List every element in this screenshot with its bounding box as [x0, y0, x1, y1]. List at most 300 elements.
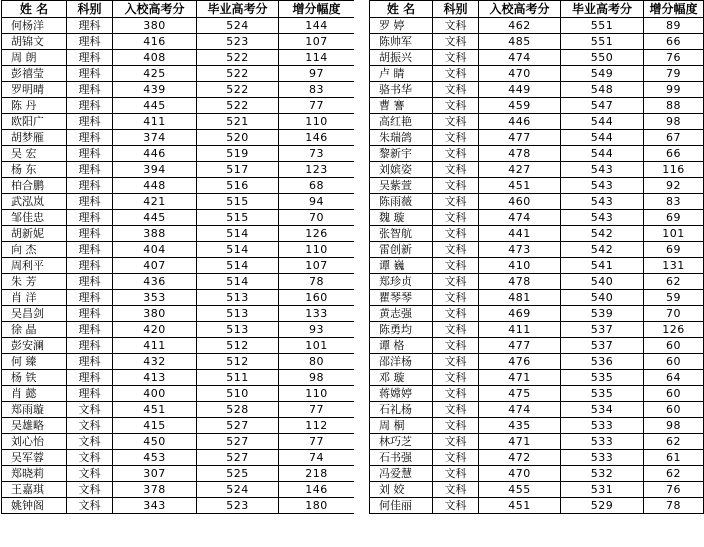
student-name-cell: 柏合鹏 [2, 178, 67, 194]
student-name-cell: 彭安澜 [2, 338, 67, 354]
student-name-cell: 谭 巍 [370, 258, 433, 274]
header-name: 姓 名 [2, 1, 67, 18]
graduation-score-cell: 514 [197, 258, 279, 274]
subject-cell: 文科 [67, 498, 113, 514]
subject-cell: 理科 [67, 306, 113, 322]
score-increase-cell: 107 [279, 258, 355, 274]
subject-cell: 理科 [67, 322, 113, 338]
score-increase-cell: 83 [279, 82, 355, 98]
graduation-score-cell: 514 [197, 274, 279, 290]
subject-cell: 理科 [67, 178, 113, 194]
score-increase-cell: 110 [279, 114, 355, 130]
subject-cell: 文科 [433, 498, 479, 514]
graduation-score-cell: 512 [197, 354, 279, 370]
score-increase-cell: 69 [644, 210, 704, 226]
graduation-score-cell: 525 [197, 466, 279, 482]
entry-score-cell: 413 [113, 370, 197, 386]
table-row [370, 66, 704, 82]
table-row [2, 162, 355, 178]
score-increase-cell: 70 [644, 306, 704, 322]
student-name-cell: 朱 芳 [2, 274, 67, 290]
table-row [370, 354, 704, 370]
subject-cell: 理科 [67, 98, 113, 114]
student-name-cell: 罗明晴 [2, 82, 67, 98]
subject-cell: 理科 [67, 386, 113, 402]
graduation-score-cell: 527 [197, 418, 279, 434]
entry-score-cell: 474 [479, 402, 561, 418]
subject-cell: 文科 [433, 306, 479, 322]
entry-score-cell: 404 [113, 242, 197, 258]
score-increase-cell: 60 [644, 354, 704, 370]
student-name-cell: 瞿琴琴 [370, 290, 433, 306]
subject-cell: 文科 [433, 178, 479, 194]
entry-score-cell: 470 [479, 466, 561, 482]
score-increase-cell: 76 [644, 50, 704, 66]
score-increase-cell: 116 [644, 162, 704, 178]
entry-score-cell: 400 [113, 386, 197, 402]
table-row [370, 146, 704, 162]
entry-score-cell: 439 [113, 82, 197, 98]
score-increase-cell: 107 [279, 34, 355, 50]
student-name-cell: 吴雄略 [2, 418, 67, 434]
table-row [2, 274, 355, 290]
student-name-cell: 胡新妮 [2, 226, 67, 242]
graduation-score-cell: 522 [197, 66, 279, 82]
entry-score-cell: 451 [479, 498, 561, 514]
student-name-cell: 徐 晶 [2, 322, 67, 338]
student-name-cell: 林巧芝 [370, 434, 433, 450]
entry-score-cell: 471 [479, 434, 561, 450]
score-increase-cell: 112 [279, 418, 355, 434]
table-row [370, 482, 704, 498]
subject-cell: 文科 [433, 466, 479, 482]
table-row [370, 370, 704, 386]
graduation-score-cell: 522 [197, 98, 279, 114]
score-increase-cell: 114 [279, 50, 355, 66]
student-name-cell: 何 臻 [2, 354, 67, 370]
student-name-cell: 卢 睛 [370, 66, 433, 82]
graduation-score-cell: 511 [197, 370, 279, 386]
table-row [370, 386, 704, 402]
graduation-score-cell: 551 [561, 18, 644, 34]
table-row [370, 258, 704, 274]
entry-score-cell: 446 [479, 114, 561, 130]
subject-cell: 理科 [67, 162, 113, 178]
student-name-cell: 吴军蓉 [2, 450, 67, 466]
student-name-cell: 肖 洋 [2, 290, 67, 306]
student-name-cell: 姚钟阁 [2, 498, 67, 514]
table-row [2, 242, 355, 258]
entry-score-cell: 478 [479, 274, 561, 290]
table-row [2, 482, 355, 498]
score-increase-cell: 73 [279, 146, 355, 162]
subject-cell: 文科 [67, 482, 113, 498]
graduation-score-cell: 528 [197, 402, 279, 418]
score-increase-cell: 69 [644, 242, 704, 258]
entry-score-cell: 436 [113, 274, 197, 290]
graduation-score-cell: 540 [561, 274, 644, 290]
score-increase-cell: 74 [279, 450, 355, 466]
graduation-score-cell: 544 [561, 146, 644, 162]
subject-cell: 理科 [67, 114, 113, 130]
entry-score-cell: 485 [479, 34, 561, 50]
graduation-score-cell: 543 [561, 178, 644, 194]
subject-cell: 文科 [433, 290, 479, 306]
score-increase-cell: 110 [279, 242, 355, 258]
subject-cell: 文科 [433, 226, 479, 242]
subject-cell: 文科 [433, 66, 479, 82]
graduation-score-cell: 527 [197, 434, 279, 450]
student-name-cell: 雷创新 [370, 242, 433, 258]
header-row [2, 1, 355, 18]
student-name-cell: 陈帅军 [370, 34, 433, 50]
table-row [2, 386, 355, 402]
table-row [2, 178, 355, 194]
subject-cell: 文科 [67, 418, 113, 434]
graduation-score-cell: 543 [561, 194, 644, 210]
student-name-cell: 曹 謇 [370, 98, 433, 114]
student-name-cell: 朱瑞鸽 [370, 130, 433, 146]
score-increase-cell: 77 [279, 98, 355, 114]
subject-cell: 理科 [67, 66, 113, 82]
graduation-score-cell: 542 [561, 226, 644, 242]
table-row [370, 434, 704, 450]
entry-score-cell: 459 [479, 98, 561, 114]
subject-cell: 文科 [433, 210, 479, 226]
header-entry-score: 入校高考分 [113, 1, 197, 18]
score-increase-cell: 133 [279, 306, 355, 322]
table-row [2, 210, 355, 226]
table-row [2, 114, 355, 130]
header-row [370, 1, 704, 18]
student-name-cell: 高红艳 [370, 114, 433, 130]
student-name-cell: 陈勇均 [370, 322, 433, 338]
graduation-score-cell: 521 [197, 114, 279, 130]
score-increase-cell: 78 [644, 498, 704, 514]
student-name-cell: 吴 宏 [2, 146, 67, 162]
student-name-cell: 吴紫萱 [370, 178, 433, 194]
subject-cell: 理科 [67, 226, 113, 242]
subject-cell: 文科 [433, 402, 479, 418]
entry-score-cell: 478 [479, 146, 561, 162]
graduation-score-cell: 548 [561, 82, 644, 98]
entry-score-cell: 460 [479, 194, 561, 210]
table-row [370, 114, 704, 130]
student-name-cell: 杨 铁 [2, 370, 67, 386]
subject-cell: 文科 [433, 354, 479, 370]
student-name-cell: 向 杰 [2, 242, 67, 258]
entry-score-cell: 411 [113, 114, 197, 130]
entry-score-cell: 394 [113, 162, 197, 178]
score-increase-cell: 66 [644, 146, 704, 162]
score-increase-cell: 101 [279, 338, 355, 354]
graduation-score-cell: 551 [561, 34, 644, 50]
score-increase-cell: 94 [279, 194, 355, 210]
student-name-cell: 肖 懿 [2, 386, 67, 402]
table-gap [354, 0, 368, 547]
score-increase-cell: 123 [279, 162, 355, 178]
subject-cell: 理科 [67, 258, 113, 274]
score-increase-cell: 144 [279, 18, 355, 34]
table-row [370, 162, 704, 178]
table-row [2, 338, 355, 354]
table-row [2, 466, 355, 482]
score-increase-cell: 98 [279, 370, 355, 386]
subject-cell: 理科 [67, 82, 113, 98]
entry-score-cell: 481 [479, 290, 561, 306]
subject-cell: 文科 [433, 386, 479, 402]
entry-score-cell: 455 [479, 482, 561, 498]
score-increase-cell: 146 [279, 130, 355, 146]
entry-score-cell: 451 [113, 402, 197, 418]
graduation-score-cell: 523 [197, 498, 279, 514]
entry-score-cell: 378 [113, 482, 197, 498]
entry-score-cell: 374 [113, 130, 197, 146]
entry-score-cell: 475 [479, 386, 561, 402]
graduation-score-cell: 549 [561, 66, 644, 82]
graduation-score-cell: 516 [197, 178, 279, 194]
table-row [2, 146, 355, 162]
student-name-cell: 刘嫔姿 [370, 162, 433, 178]
entry-score-cell: 425 [113, 66, 197, 82]
subject-cell: 理科 [67, 50, 113, 66]
table-row [370, 290, 704, 306]
table-row [370, 178, 704, 194]
student-name-cell: 刘心怡 [2, 434, 67, 450]
graduation-score-cell: 524 [197, 482, 279, 498]
graduation-score-cell: 513 [197, 322, 279, 338]
graduation-score-cell: 543 [561, 162, 644, 178]
subject-cell: 文科 [433, 370, 479, 386]
table-row [2, 322, 355, 338]
subject-cell: 文科 [67, 402, 113, 418]
score-increase-cell: 93 [279, 322, 355, 338]
score-increase-cell: 77 [279, 434, 355, 450]
score-increase-cell: 98 [644, 114, 704, 130]
subject-cell: 文科 [433, 146, 479, 162]
score-increase-cell: 98 [644, 418, 704, 434]
table-row [370, 98, 704, 114]
entry-score-cell: 411 [113, 338, 197, 354]
subject-cell: 理科 [67, 18, 113, 34]
score-increase-cell: 70 [279, 210, 355, 226]
graduation-score-cell: 544 [561, 114, 644, 130]
table-row [370, 338, 704, 354]
entry-score-cell: 445 [113, 210, 197, 226]
score-increase-cell: 66 [644, 34, 704, 50]
entry-score-cell: 453 [113, 450, 197, 466]
entry-score-cell: 445 [113, 98, 197, 114]
student-name-cell: 王嘉琪 [2, 482, 67, 498]
student-name-cell: 郑晓莉 [2, 466, 67, 482]
entry-score-cell: 415 [113, 418, 197, 434]
entry-score-cell: 388 [113, 226, 197, 242]
score-table-left [1, 0, 355, 514]
table-row [370, 226, 704, 242]
subject-cell: 文科 [433, 18, 479, 34]
score-increase-cell: 99 [644, 82, 704, 98]
graduation-score-cell: 533 [561, 450, 644, 466]
score-increase-cell: 89 [644, 18, 704, 34]
score-increase-cell: 101 [644, 226, 704, 242]
entry-score-cell: 353 [113, 290, 197, 306]
subject-cell: 文科 [67, 466, 113, 482]
entry-score-cell: 416 [113, 34, 197, 50]
score-increase-cell: 59 [644, 290, 704, 306]
table-row [370, 50, 704, 66]
subject-cell: 文科 [433, 338, 479, 354]
entry-score-cell: 474 [479, 210, 561, 226]
student-name-cell: 罗 婷 [370, 18, 433, 34]
student-name-cell: 石书强 [370, 450, 433, 466]
score-increase-cell: 64 [644, 370, 704, 386]
entry-score-cell: 474 [479, 50, 561, 66]
table-row [2, 370, 355, 386]
entry-score-cell: 435 [479, 418, 561, 434]
graduation-score-cell: 540 [561, 290, 644, 306]
subject-cell: 文科 [433, 50, 479, 66]
entry-score-cell: 427 [479, 162, 561, 178]
header-graduation-score: 毕业高考分 [561, 1, 644, 18]
entry-score-cell: 451 [479, 178, 561, 194]
student-name-cell: 邹佳忠 [2, 210, 67, 226]
graduation-score-cell: 514 [197, 242, 279, 258]
entry-score-cell: 441 [479, 226, 561, 242]
entry-score-cell: 420 [113, 322, 197, 338]
graduation-score-cell: 543 [561, 210, 644, 226]
graduation-score-cell: 523 [197, 34, 279, 50]
score-increase-cell: 146 [279, 482, 355, 498]
table-row [370, 18, 704, 34]
subject-cell: 文科 [433, 482, 479, 498]
student-name-cell: 周 朗 [2, 50, 67, 66]
header-score-increase: 增分幅度 [644, 1, 704, 18]
subject-cell: 理科 [67, 34, 113, 50]
graduation-score-cell: 539 [561, 306, 644, 322]
student-name-cell: 邵洋杨 [370, 354, 433, 370]
table-row [370, 402, 704, 418]
table-row [370, 466, 704, 482]
entry-score-cell: 472 [479, 450, 561, 466]
table-row [2, 66, 355, 82]
graduation-score-cell: 515 [197, 210, 279, 226]
table-row [2, 258, 355, 274]
student-name-cell: 周利平 [2, 258, 67, 274]
score-increase-cell: 218 [279, 466, 355, 482]
score-increase-cell: 68 [279, 178, 355, 194]
graduation-score-cell: 517 [197, 162, 279, 178]
table-row [2, 498, 355, 514]
graduation-score-cell: 522 [197, 82, 279, 98]
score-increase-cell: 126 [279, 226, 355, 242]
table-row [370, 450, 704, 466]
student-name-cell: 石礼杨 [370, 402, 433, 418]
student-name-cell: 欧阳广 [2, 114, 67, 130]
entry-score-cell: 411 [479, 322, 561, 338]
graduation-score-cell: 529 [561, 498, 644, 514]
graduation-score-cell: 531 [561, 482, 644, 498]
graduation-score-cell: 536 [561, 354, 644, 370]
subject-cell: 理科 [67, 146, 113, 162]
student-name-cell: 谭 格 [370, 338, 433, 354]
subject-cell: 文科 [67, 450, 113, 466]
subject-cell: 理科 [67, 370, 113, 386]
entry-score-cell: 380 [113, 18, 197, 34]
subject-cell: 文科 [433, 274, 479, 290]
entry-score-cell: 450 [113, 434, 197, 450]
entry-score-cell: 477 [479, 130, 561, 146]
table-row [2, 82, 355, 98]
graduation-score-cell: 512 [197, 338, 279, 354]
table-row [370, 418, 704, 434]
student-name-cell: 陈 丹 [2, 98, 67, 114]
graduation-score-cell: 547 [561, 98, 644, 114]
score-increase-cell: 78 [279, 274, 355, 290]
graduation-score-cell: 520 [197, 130, 279, 146]
score-increase-cell: 60 [644, 386, 704, 402]
score-increase-cell: 62 [644, 274, 704, 290]
table-row [2, 226, 355, 242]
student-name-cell: 郑雨璇 [2, 402, 67, 418]
header-subject: 科别 [67, 1, 113, 18]
graduation-score-cell: 510 [197, 386, 279, 402]
student-name-cell: 武泓岚 [2, 194, 67, 210]
graduation-score-cell: 535 [561, 370, 644, 386]
table-row [370, 210, 704, 226]
subject-cell: 文科 [433, 450, 479, 466]
score-increase-cell: 76 [644, 482, 704, 498]
student-name-cell: 骆书华 [370, 82, 433, 98]
table-row [2, 354, 355, 370]
table-row [370, 306, 704, 322]
table-row [370, 242, 704, 258]
student-name-cell: 彭禧莹 [2, 66, 67, 82]
student-name-cell: 邓 璇 [370, 370, 433, 386]
graduation-score-cell: 544 [561, 130, 644, 146]
subject-cell: 文科 [433, 194, 479, 210]
entry-score-cell: 421 [113, 194, 197, 210]
student-name-cell: 张智航 [370, 226, 433, 242]
subject-cell: 理科 [67, 210, 113, 226]
table-row [370, 322, 704, 338]
score-increase-cell: 61 [644, 450, 704, 466]
subject-cell: 文科 [433, 418, 479, 434]
graduation-score-cell: 535 [561, 386, 644, 402]
entry-score-cell: 473 [479, 242, 561, 258]
table-row [2, 450, 355, 466]
entry-score-cell: 446 [113, 146, 197, 162]
graduation-score-cell: 534 [561, 402, 644, 418]
student-name-cell: 陈雨薇 [370, 194, 433, 210]
student-name-cell: 吴昌剑 [2, 306, 67, 322]
graduation-score-cell: 527 [197, 450, 279, 466]
header-name: 姓 名 [370, 1, 433, 18]
graduation-score-cell: 524 [197, 18, 279, 34]
score-increase-cell: 180 [279, 498, 355, 514]
header-score-increase: 增分幅度 [279, 1, 355, 18]
table-row [2, 130, 355, 146]
graduation-score-cell: 514 [197, 226, 279, 242]
score-increase-cell: 80 [279, 354, 355, 370]
student-name-cell: 周 桐 [370, 418, 433, 434]
score-increase-cell: 60 [644, 338, 704, 354]
student-name-cell: 黎新宇 [370, 146, 433, 162]
score-increase-cell: 62 [644, 434, 704, 450]
subject-cell: 理科 [67, 130, 113, 146]
score-increase-cell: 131 [644, 258, 704, 274]
subject-cell: 理科 [67, 274, 113, 290]
score-increase-cell: 97 [279, 66, 355, 82]
